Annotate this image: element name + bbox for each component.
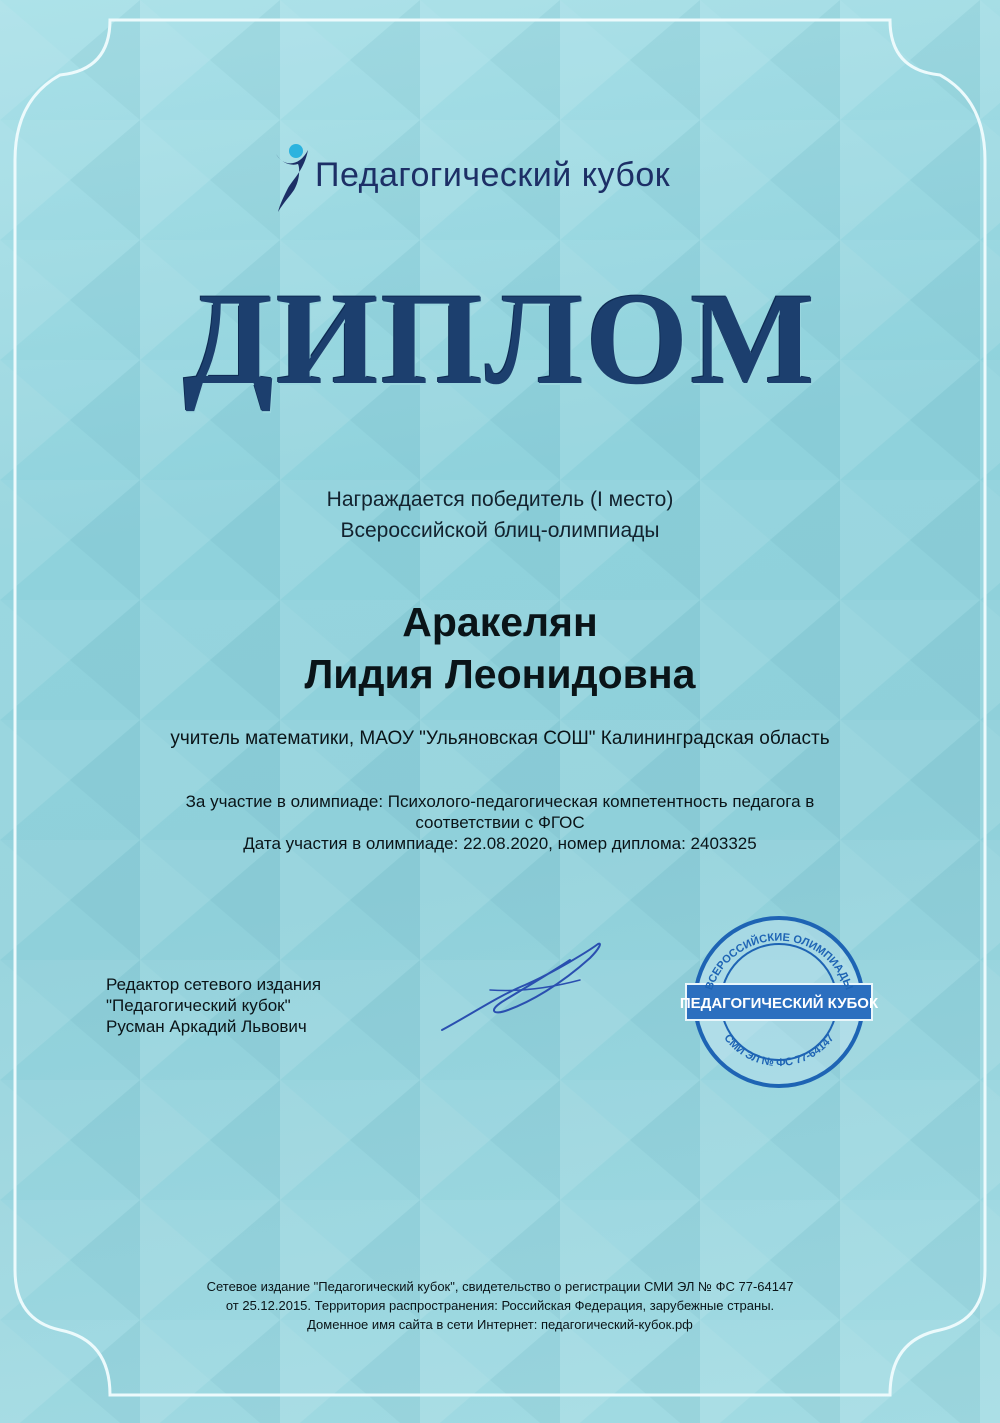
editor-line-1: Редактор сетевого издания [106,975,322,994]
editor-line-3: Русман Аркадий Львович [106,1017,307,1036]
award-line-1: Награждается победитель (I место) [326,488,674,511]
cup-figure-icon [270,138,314,218]
diploma-title: ДИПЛОМ [183,265,817,412]
editor-line-2: "Педагогический кубок" [106,996,291,1015]
recipient-given-names: Лидия Леонидовна [304,651,696,697]
handwritten-signature [430,930,610,1040]
brand-logo [270,138,740,218]
recipient-surname: Аракелян [402,599,598,645]
organization-seal [676,914,882,1090]
details-line-3: Дата участия в олимпиаде: 22.08.2020, номер диплома: 2403325 [243,834,757,853]
footer-line-3: Доменное имя сайта в сети Интернет: педагогический-кубок.рф [307,1317,693,1332]
recipient-position: учитель математики, МАОУ "Ульяновская СОШ" Калининградская область [170,728,830,749]
seal-bottom-text: СМИ ЭЛ № ФС 77-64147 [721,1032,837,1070]
award-line-2: Всероссийской блиц-олимпиады [340,519,660,542]
recipient-name [0,596,1000,700]
footer-line-2: от 25.12.2015. Территория распространения: Российская Федерация, зарубежные страны. [225,1298,775,1313]
details-line-2: соответствии с ФГОС [415,813,585,832]
brand-name: Педагогический кубок [315,156,671,194]
seal-center-text: ПЕДАГОГИЧЕСКИЙ КУБОК [679,995,879,1012]
seal-top-text: ВСЕРОССИЙСКИЕ ОЛИМПИАДЫ [703,931,855,992]
award-text [0,484,1000,546]
footer [0,1277,1000,1334]
editor-block [106,974,406,1037]
olympiad-details [0,791,1000,854]
footer-line-1: Сетевое издание "Педагогический кубок", свидетельство о регистрации СМИ ЭЛ № ФС 77-64147 [206,1279,794,1294]
details-line-1: За участие в олимпиаде: Психолого-педагогическая компетентность педагога в [185,792,815,811]
